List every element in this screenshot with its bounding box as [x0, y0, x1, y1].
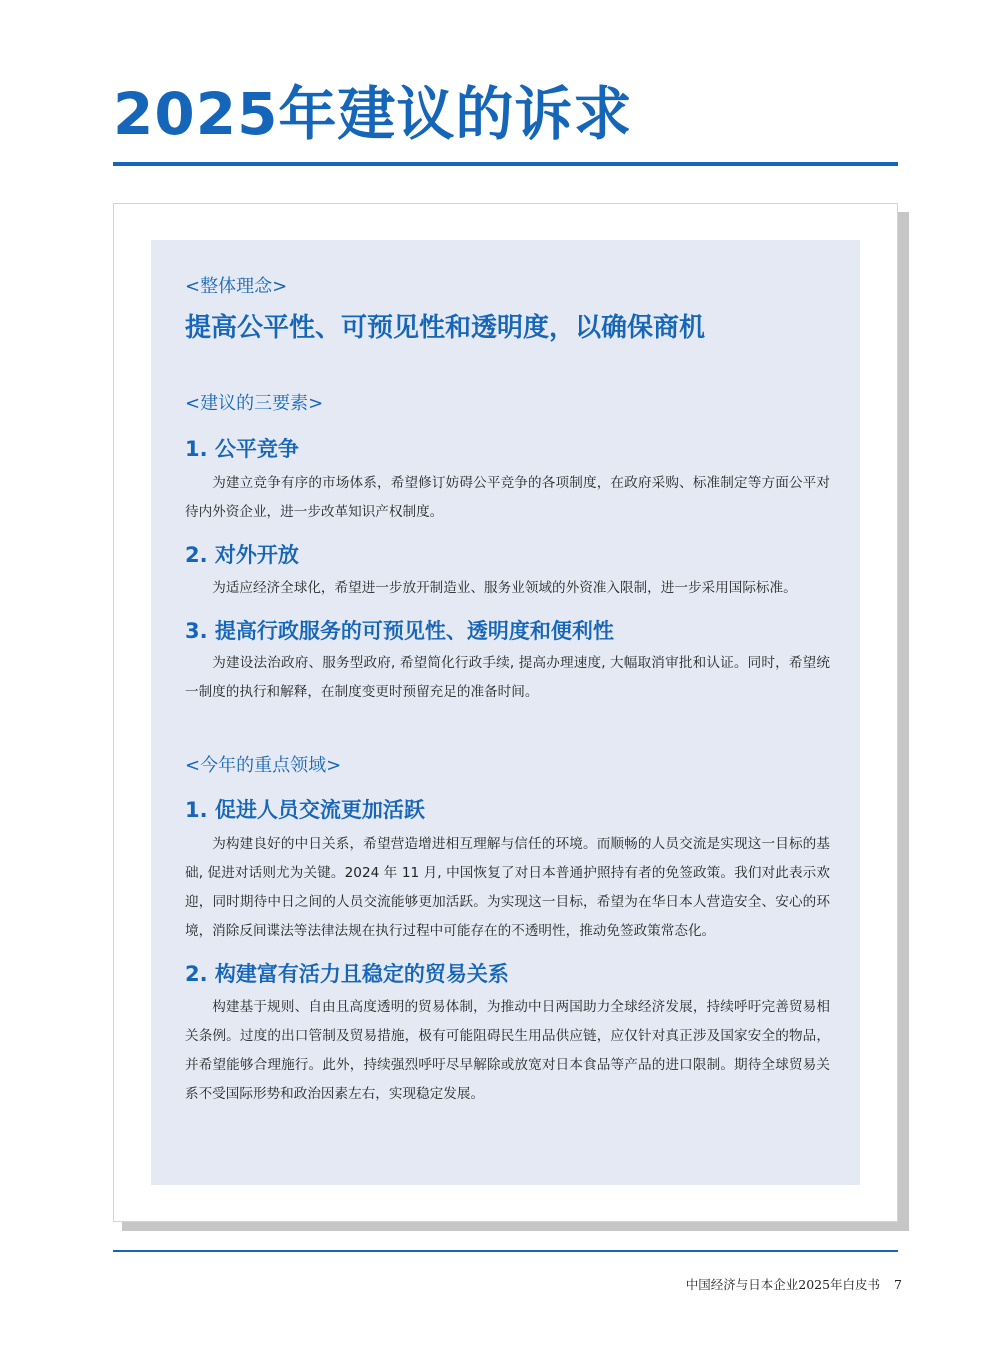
element-title-opening-up: 2. 对外开放	[185, 543, 299, 567]
page-number: 7	[894, 1277, 902, 1292]
focus-heading: <今年的重点领域>	[185, 755, 342, 776]
title-underline	[113, 162, 898, 166]
element-text-opening-up: 为适应经济全球化，希望进一步放开制造业、服务业领域的外资准入限制，进一步采用国际标准。	[212, 580, 797, 596]
focus-title-trade-relations: 2. 构建富有活力且稳定的贸易关系	[185, 962, 509, 986]
element-title-administrative-services: 3. 提高行政服务的可预见性、透明度和便利性	[185, 619, 614, 643]
page-title: 2025年建议的诉求	[113, 80, 633, 148]
focus-title-people-exchange: 1. 促进人员交流更加活跃	[185, 798, 425, 822]
elements-heading: <建议的三要素>	[185, 393, 324, 414]
focus-text-people-exchange: 为构建良好的中日关系，希望营造增进相互理解与信任的环境。而顺畅的人员交流是实现这一目标的基础, 促进对话则尤为关键。2024 年 11 月, 中国恢复了对日本普通护照持有者的免签政策。我们对此表示欢迎，同时期待中日之间的人员交流能够更加活跃。为实现这一目标，希望为在华日本人营造安全、安心的环境，消除反间谍法等法律法规在执行过程中可能存在的不透明性，推动免签政策常态化。	[185, 836, 830, 939]
footer	[686, 1275, 902, 1293]
publication-name: 中国经济与日本企业2025年白皮书	[685, 1277, 881, 1292]
philosophy-heading: <整体理念>	[185, 276, 288, 297]
philosophy-tagline: 提高公平性、可预见性和透明度，以确保商机	[185, 313, 706, 343]
element-text-fair-competition: 为建立竞争有序的市场体系，希望修订妨碍公平竞争的各项制度，在政府采购、标准制定等方面公平对待内外资企业，进一步改革知识产权制度。	[185, 475, 830, 520]
element-title-fair-competition: 1. 公平竞争	[185, 437, 299, 461]
element-text-administrative-services: 为建设法治政府、服务型政府, 希望简化行政手续, 提高办理速度, 大幅取消审批和认证。同时，希望统一制度的执行和解释，在制度变更时预留充足的准备时间。	[185, 655, 830, 700]
content-body	[185, 272, 830, 1109]
footer-rule	[113, 1250, 898, 1252]
focus-text-trade-relations: 构建基于规则、自由且高度透明的贸易体制，为推动中日两国助力全球经济发展，持续呼吁完善贸易相关条例。过度的出口管制及贸易措施，极有可能阻碍民生用品供应链，应仅针对真正涉及国家安全的物品，并希望能够合理施行。此外，持续强烈呼吁尽早解除或放宽对日本食品等产品的进口限制。期待全球贸易关系不受国际形势和政治因素左右，实现稳定发展。	[185, 999, 830, 1102]
